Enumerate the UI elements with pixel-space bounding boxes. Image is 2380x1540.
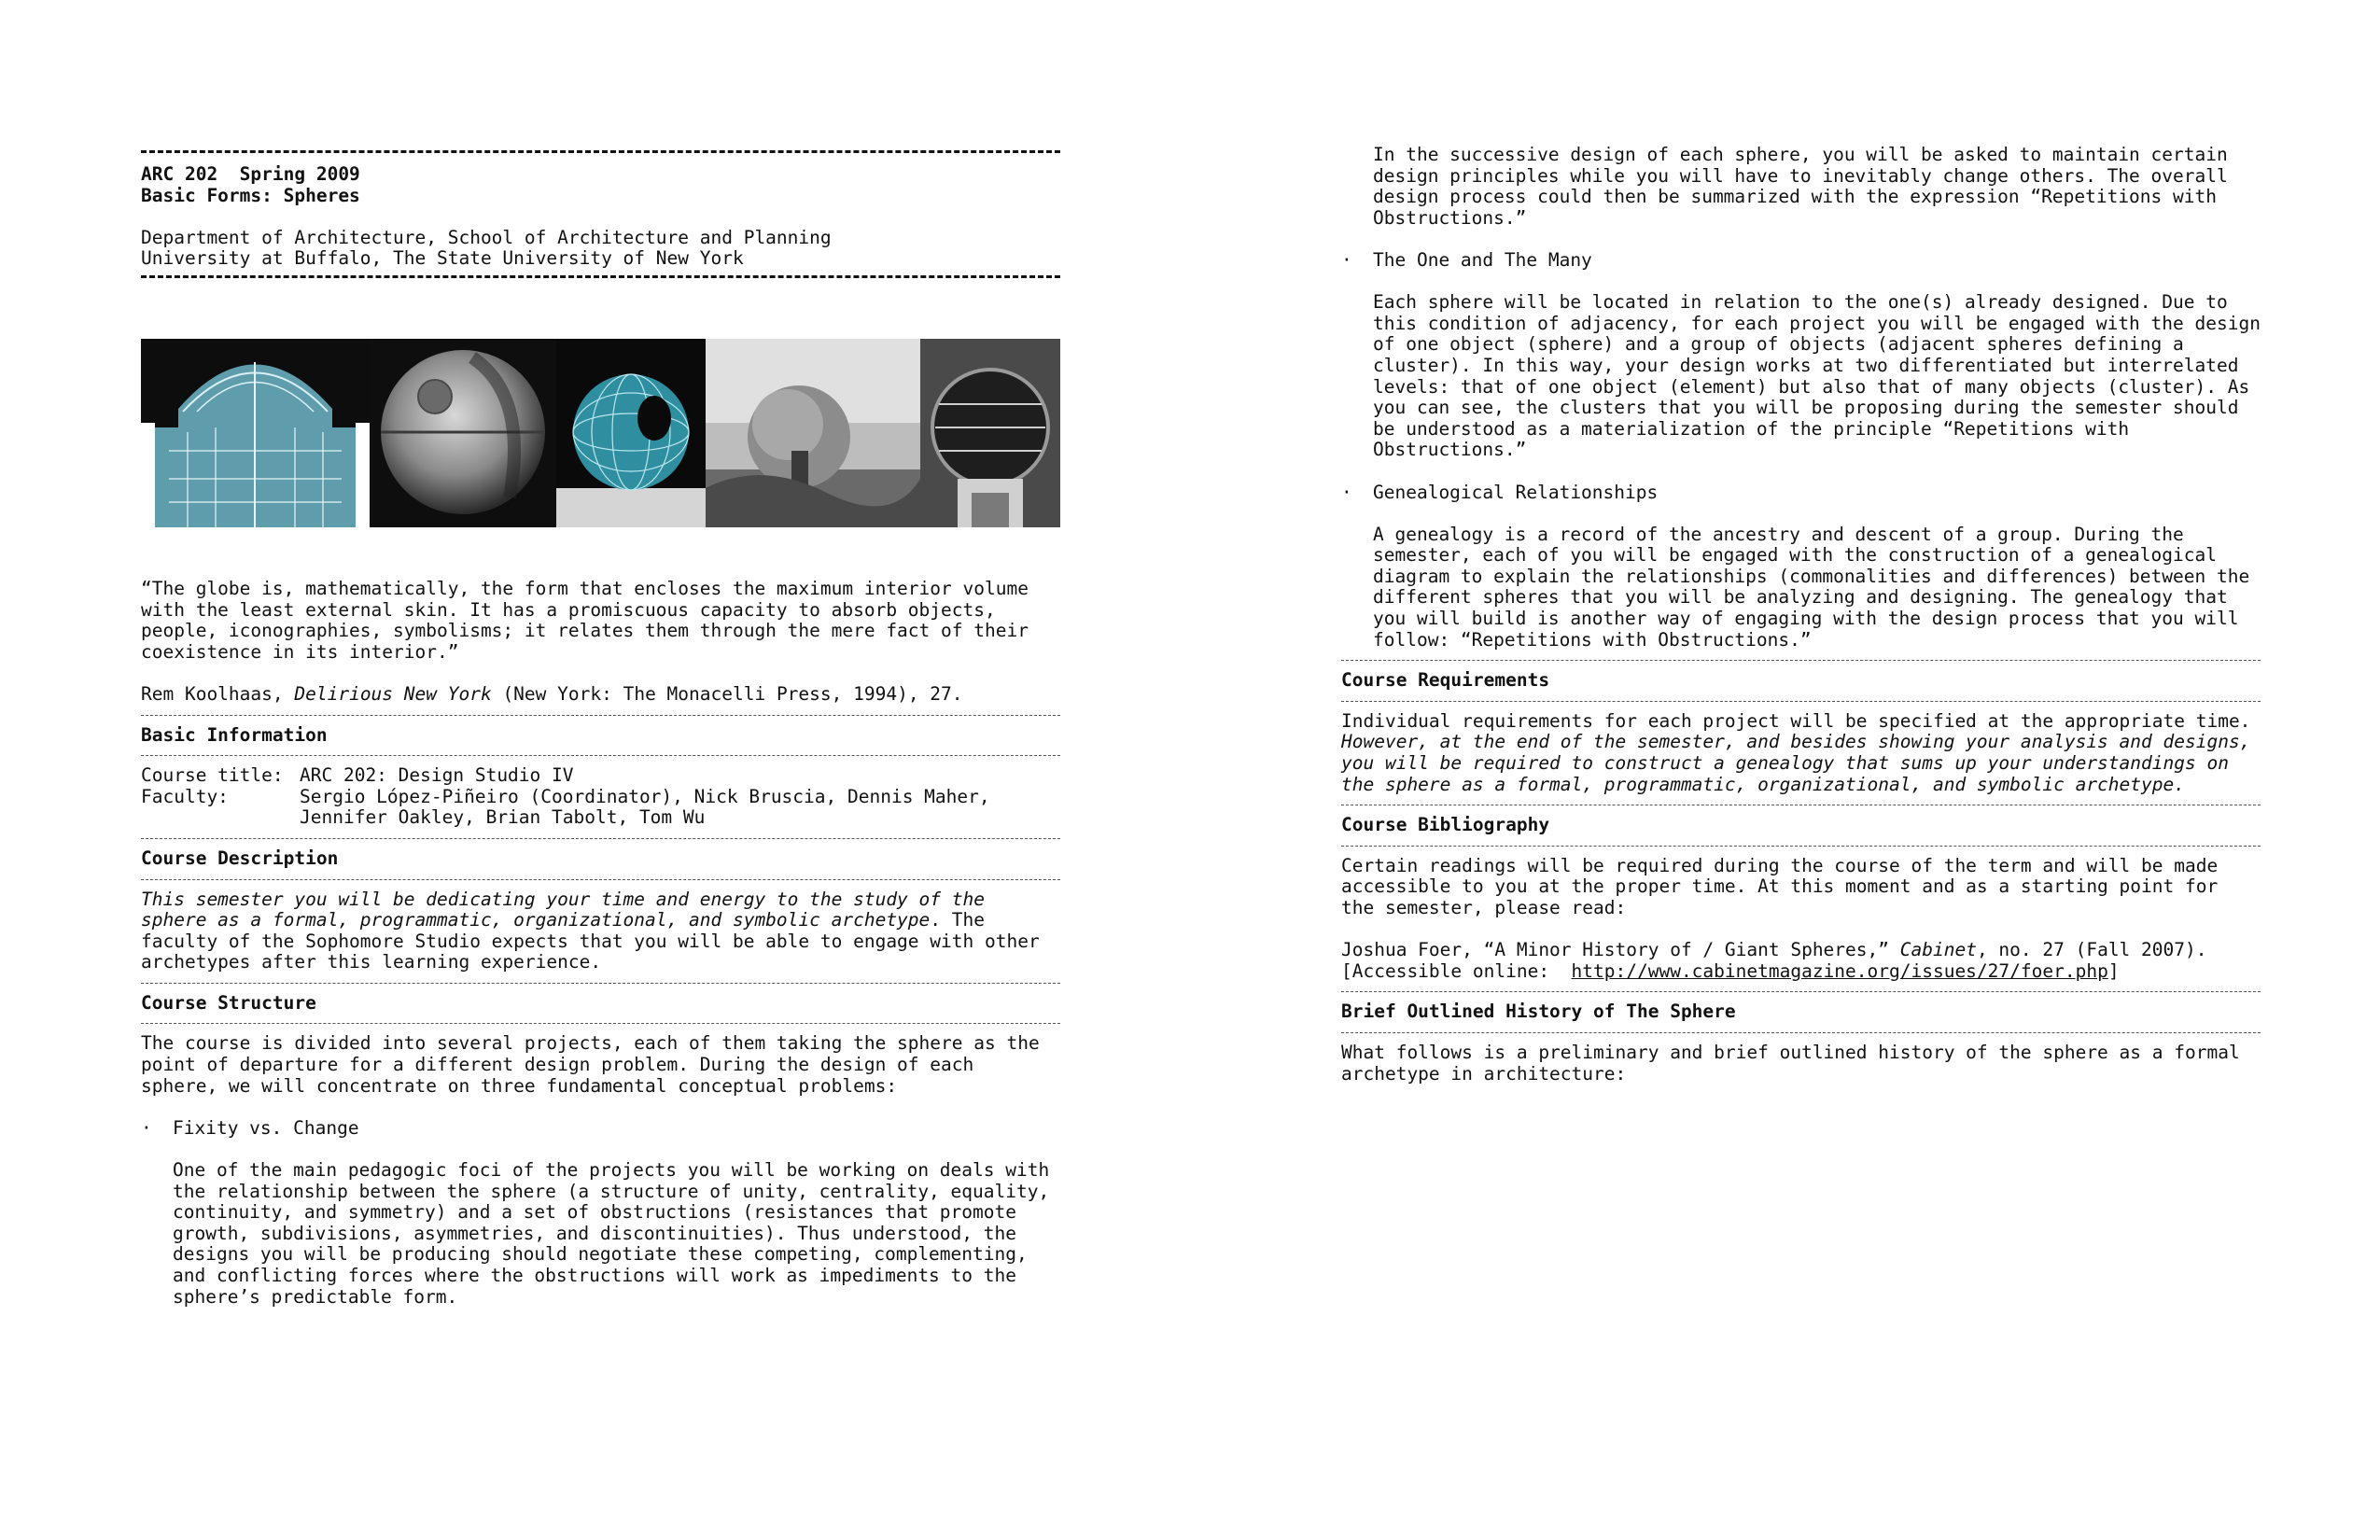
rule xyxy=(1341,701,2261,703)
rule xyxy=(141,879,1060,881)
section-title-basic-info: Basic Information xyxy=(141,723,328,746)
section-title-requirements: Course Requirements xyxy=(1341,669,1550,692)
description-text: This semester you will be dedicating your time and energy to the study of the sphere as a formal, programmatic, organizational, and symbolic archetype. The faculty of the Sophomore Studio expects that you will be able to engage with other archetypes after this learning experience. xyxy=(141,888,1040,973)
koolhaas-quote: “The globe is, mathematically, the form that encloses the maximum interior volume with the least external skin. It has a promiscuous capacity to absorb objects, people, iconographies, symbolisms; it relates them through the mere fact of their coexistence in its interior.” xyxy=(141,577,1029,663)
quote-citation: Rem Koolhaas, Delirious New York (New York: The Monacelli Press, 1994), 27. xyxy=(141,682,963,705)
header-rule-top xyxy=(141,150,1060,156)
requirements-text: Individual requirements for each project will be specified at the appropriate time. However, at the end of the semester, and besides showing your analysis and designs, you will be required to construct a genealogy that sums up your understandings on the sphere as a formal, programmatic, organizational, and symbolic archetype. xyxy=(1341,709,2251,795)
course-line: ARC 202 Spring 2009 xyxy=(141,163,360,185)
rule xyxy=(141,715,1060,717)
header-rule-bottom xyxy=(141,275,1060,281)
section-title-structure: Course Structure xyxy=(141,991,316,1014)
faculty-row: Faculty: Sergio López-Piñeiro (Coordinator), Nick Bruscia, Dennis Maher, Jennifer Oakley, Brian Tabolt, Tom Wu xyxy=(141,785,990,829)
rule xyxy=(141,1023,1060,1025)
right-column xyxy=(1341,145,2261,1085)
rule xyxy=(141,983,1060,985)
structure-intro: The course is divided into several projects, each of them taking the sphere as the point of departure for a different design problem. During the design of each sphere, we will concentrate on three fundamental conceptual problems: xyxy=(141,1032,1040,1097)
interior-sphere-image xyxy=(920,339,1060,527)
section-title-description: Course Description xyxy=(141,847,339,869)
one-and-many-text: Each sphere will be located in relation to the one(s) already designed. Due to this condition of adjacency, for each project you will be engaged with the design of one object (sphere) and a group of objects (adjacent spheres defining a cluster). In this way, your design works at two differentiated but interrelated levels: that of one object (element) but also that of many objects (cluster). As you can see, the clusters that you will be proposing during the semester should be understood as a materialization of the principle “Repetitions with Obstructions.” xyxy=(1373,291,2261,461)
rule xyxy=(1341,846,2261,847)
section-title-bibliography: Course Bibliography xyxy=(1341,814,1550,836)
history-text: What follows is a preliminary and brief outlined history of the sphere as a formal archetype in architecture: xyxy=(1341,1041,2240,1085)
university-line: University at Buffalo, The State University of New York xyxy=(141,247,744,270)
rule xyxy=(1341,805,2261,806)
rule xyxy=(141,755,1060,757)
dome-section-image xyxy=(141,339,370,527)
engraved-sphere-image xyxy=(706,339,920,527)
rule xyxy=(1341,1032,2261,1034)
bullet-genealogical: · Genealogical Relationships xyxy=(1341,481,1659,503)
left-column xyxy=(141,145,1060,1308)
section-title-history: Brief Outlined History of The Sphere xyxy=(1341,1001,1736,1023)
fixity-change-text: One of the main pedagogic foci of the projects you will be working on deals with the relationship between the sphere (a structure of unity, centrality, equality, continuity, and symmetry) and a set of obstructions (resistances that promote growth, subdivisions, asymmetries, and discontinuities). Thus understood, the designs you will be producing should negotiate these competing, complementing, and conflicting forces where the obstructions will work as impediments to the sphere’s predictable form. xyxy=(173,1159,1050,1308)
course-title-row: Course title: ARC 202: Design Studio IV xyxy=(141,764,574,787)
fixity-change-text-continued: In the successive design of each sphere, you will be asked to maintain certain design principles while you will have to inevitably change others. The overall design process could then be summarized with the expression “Repetitions with Obstructions.” xyxy=(1373,144,2228,229)
bullet-one-and-many: · The One and The Many xyxy=(1341,248,1592,271)
department-line: Department of Architecture, School of Architecture and Planning xyxy=(141,226,832,248)
genealogical-text: A genealogy is a record of the ancestry and descent of a group. During the semester, each of you will be engaged with the construction of a genealogical diagram to explain the relationships (commonalities and differences) between the different spheres that you will be analyzing and designing. The genealogy that you will build is another way of engaging with the design process that you will follow: “Repetitions with Obstructions.” xyxy=(1373,523,2250,651)
geodesic-sphere-image xyxy=(556,339,706,527)
rule xyxy=(1341,991,2261,993)
bibliography-intro: Certain readings will be required during the course of the term and will be made accessible to you at the proper time. At this moment and as a starting point for the semester, please read: xyxy=(1341,854,2219,918)
sphere-image-collage xyxy=(141,339,1060,527)
bibliography-access: [Accessible online: http://www.cabinetmagazine.org/issues/27/foer.php] xyxy=(1341,959,2120,982)
bullet-fixity-change: · Fixity vs. Change xyxy=(141,1116,359,1139)
bibliography-reference: Joshua Foer, “A Minor History of / Giant Spheres,” Cabinet, no. 27 (Fall 2007). xyxy=(1341,939,2207,961)
cabinet-article-link[interactable]: http://www.cabinetmagazine.org/issues/27/foer.php xyxy=(1571,959,2108,982)
rule xyxy=(1341,660,2261,662)
death-star-image xyxy=(370,339,556,527)
rule xyxy=(141,838,1060,840)
page-subtitle: Basic Forms: Spheres xyxy=(141,184,360,206)
